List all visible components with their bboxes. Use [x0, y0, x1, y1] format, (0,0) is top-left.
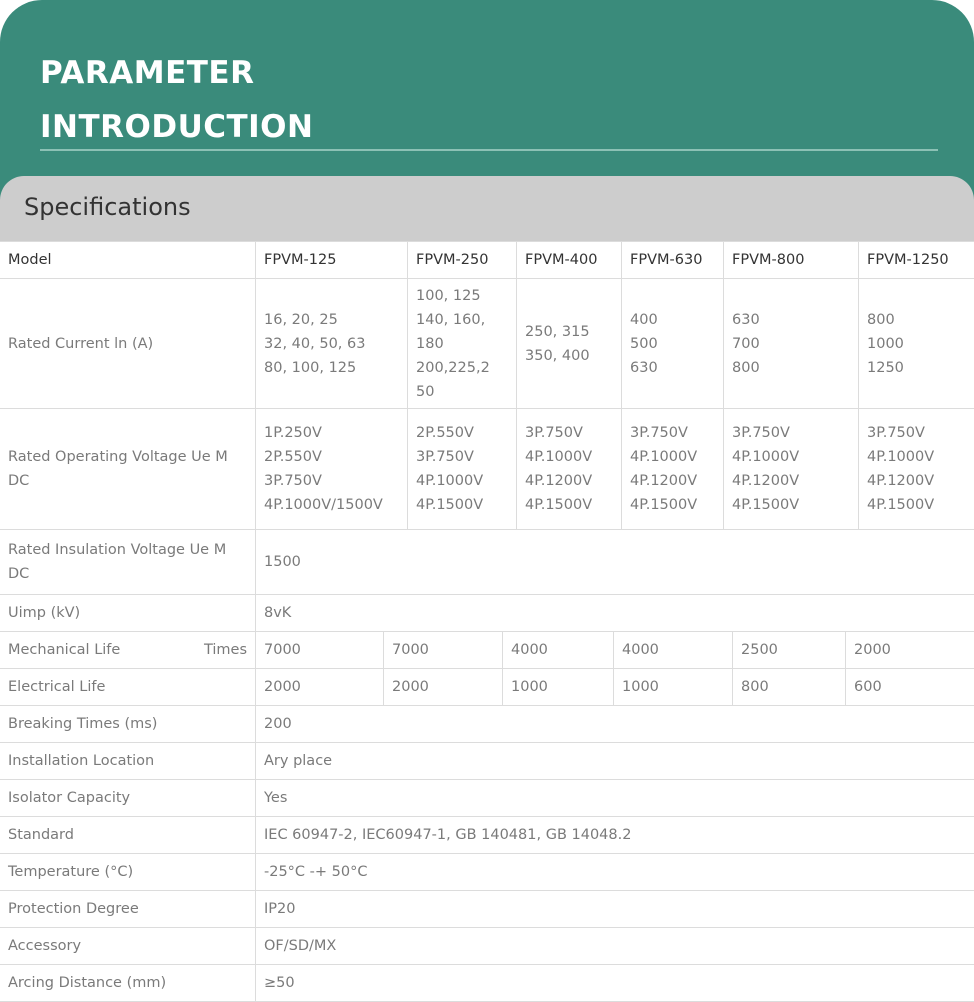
table-cell: Yes: [255, 780, 974, 816]
table-cell: 1500: [255, 530, 974, 594]
table-cell: 3P.750V 4P.1000V 4P.1200V 4P.1500V: [516, 409, 621, 529]
table-cell: 1P.250V 2P.550V 3P.750V 4P.1000V/1500V: [255, 409, 407, 529]
table-row: [0, 669, 974, 706]
row-label: Rated Insulation Voltage Ue M DC: [8, 542, 227, 582]
row-label: Electrical Life: [8, 679, 106, 695]
page-title-line1: PARAMETER: [40, 55, 255, 91]
table-cell: 3P.750V 4P.1000V 4P.1200V 4P.1500V: [621, 409, 723, 529]
table-cell: 8vK: [255, 595, 974, 631]
row-label: Breaking Times (ms): [8, 716, 158, 732]
table-cell: 100, 125 140, 160, 180 200,225,2 50: [407, 279, 516, 408]
table-row: [0, 965, 974, 1002]
table-cell: 800: [732, 669, 845, 705]
page-title-line2: INTRODUCTION: [40, 109, 314, 145]
table-cell: 1000: [613, 669, 732, 705]
table-cell: ≥50: [255, 965, 974, 1001]
table-row: [0, 409, 974, 530]
table-row: [0, 780, 974, 817]
table-cell: 800 1000 1250: [858, 279, 974, 408]
table-row: [0, 279, 974, 409]
table-cell: Ary place: [255, 743, 974, 779]
header-banner: [0, 0, 974, 200]
table-cell: OF/SD/MX: [255, 928, 974, 964]
table-cell: 400 500 630: [621, 279, 723, 408]
table-cell: 2500: [732, 632, 845, 668]
table-cell: 7000: [255, 632, 383, 668]
model-cell: FPVM-1250: [858, 242, 974, 278]
table-cell: 250, 315 350, 400: [516, 279, 621, 408]
table-cell: 2P.550V 3P.750V 4P.1000V 4P.1500V: [407, 409, 516, 529]
table-row: [0, 595, 974, 632]
row-label: Arcing Distance (mm): [8, 975, 167, 991]
table-row: [0, 706, 974, 743]
table-cell: 630 700 800: [723, 279, 858, 408]
row-label: Rated Current ln (A): [8, 335, 154, 352]
table-row: [0, 854, 974, 891]
table-row: [0, 817, 974, 854]
title-divider: [40, 149, 938, 151]
table-cell: IEC 60947-2, IEC60947-1, GB 140481, GB 14048.2: [255, 817, 974, 853]
section-header: [0, 176, 974, 242]
row-label: [0, 632, 255, 668]
table-header-row: [0, 241, 974, 279]
table-cell: 600: [845, 669, 974, 705]
table-cell: IP20: [255, 891, 974, 927]
row-label: Temperature (°C): [8, 864, 134, 880]
table-row: [0, 928, 974, 965]
model-cell: FPVM-800: [723, 242, 858, 278]
row-label-text: Mechanical Life: [8, 642, 121, 658]
table-cell: 4000: [613, 632, 732, 668]
row-label: Installation Location: [8, 753, 155, 769]
model-cell: FPVM-125: [255, 242, 407, 278]
row-label: Standard: [8, 827, 74, 843]
table-row: [0, 530, 974, 595]
section-title: Specifications: [24, 193, 191, 221]
row-label: Isolator Capacity: [8, 790, 131, 806]
row-unit: Times: [203, 642, 247, 658]
model-cell: FPVM-250: [407, 242, 516, 278]
row-label: Uimp (kV): [8, 605, 81, 621]
table-cell: -25°C -+ 50°C: [255, 854, 974, 890]
table-cell: 3P.750V 4P.1000V 4P.1200V 4P.1500V: [723, 409, 858, 529]
model-label: Model: [8, 252, 52, 268]
row-label: Rated Operating Voltage Ue M DC: [8, 449, 228, 489]
table-cell: 3P.750V 4P.1000V 4P.1200V 4P.1500V: [858, 409, 974, 529]
row-label: Protection Degree: [8, 901, 139, 917]
table-cell: 4000: [502, 632, 613, 668]
model-cell: FPVM-400: [516, 242, 621, 278]
table-cell: 16, 20, 25 32, 40, 50, 63 80, 100, 125: [255, 279, 407, 408]
model-cell: FPVM-630: [621, 242, 723, 278]
table-cell: 7000: [383, 632, 502, 668]
row-label: Accessory: [8, 938, 82, 954]
table-cell: 2000: [255, 669, 383, 705]
table-row: [0, 743, 974, 780]
table-row: [0, 632, 974, 669]
table-cell: 2000: [845, 632, 974, 668]
table-row: [0, 891, 974, 928]
table-cell: 2000: [383, 669, 502, 705]
table-cell: 200: [255, 706, 974, 742]
table-cell: 1000: [502, 669, 613, 705]
